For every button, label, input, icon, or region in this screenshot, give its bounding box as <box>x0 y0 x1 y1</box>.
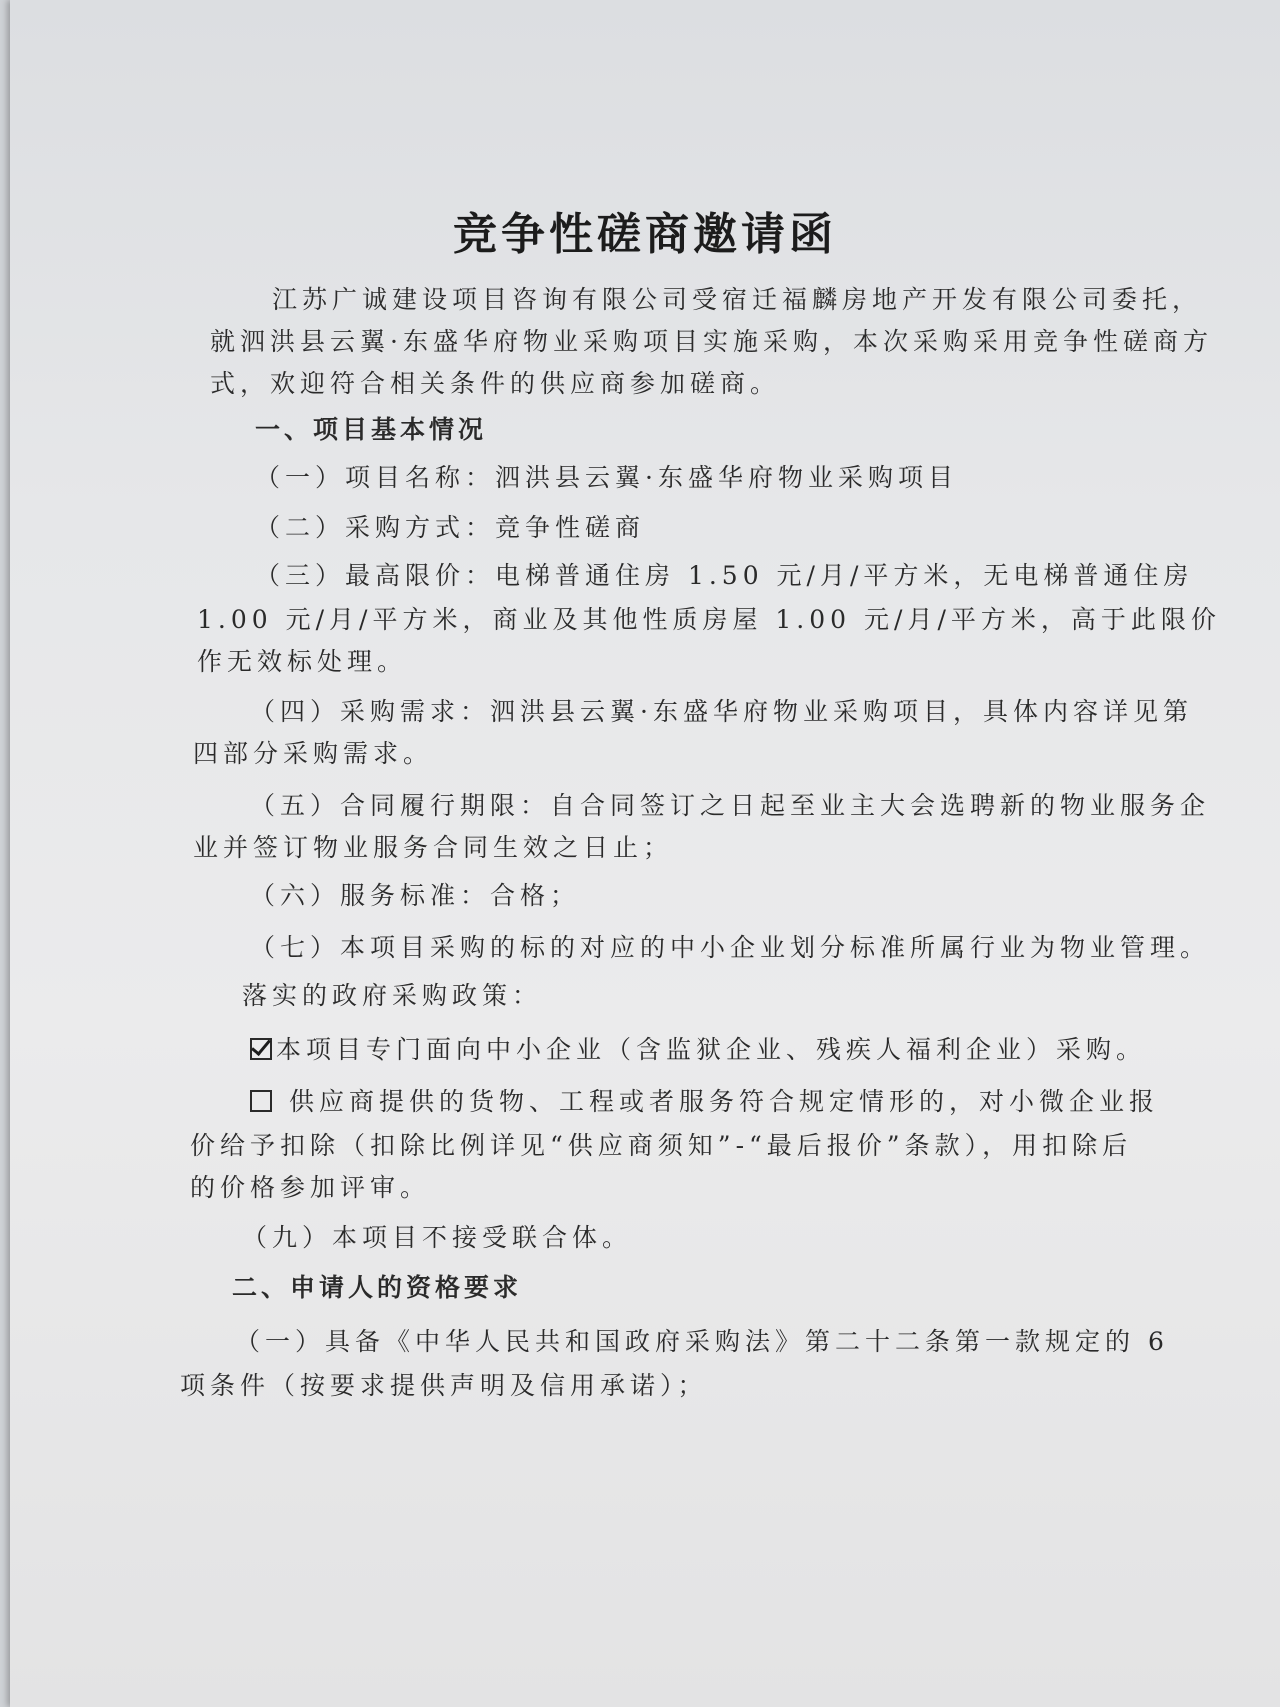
item-3-line-1: （三）最高限价：电梯普通住房 1.50 元/月/平方米，无电梯普通住房 <box>255 561 1194 590</box>
section-2-heading: 二、申请人的资格要求 <box>232 1273 523 1302</box>
section-1-heading: 一、项目基本情况 <box>255 415 488 444</box>
intro-line-2: 就泗洪县云翼·东盛华府物业采购项目实施采购，本次采购采用竞争性磋商方 <box>210 327 1213 356</box>
policy-option-2 <box>250 1082 1159 1118</box>
item-6: （六）服务标准：合格； <box>250 881 581 910</box>
item-5-line-2: 业并签订物业服务合同生效之日止； <box>193 833 674 862</box>
policy-option-2-line-2: 价给予扣除（扣除比例详见“供应商须知”-“最后报价”条款），用扣除后 <box>190 1131 1133 1160</box>
requirement-1-line-2: 项条件（按要求提供声明及信用承诺）； <box>180 1371 708 1400</box>
item-5-line-1: （五）合同履行期限：自合同签订之日起至业主大会选聘新的物业服务企 <box>250 791 1211 820</box>
item-4-line-1: （四）采购需求：泗洪县云翼·东盛华府物业采购项目，具体内容详见第 <box>250 697 1193 726</box>
document-title: 竞争性磋商邀请函 <box>453 209 837 260</box>
empty-checkbox-icon <box>250 1090 272 1112</box>
policy-option-1 <box>250 1030 1146 1066</box>
item-2: （二）采购方式：竞争性磋商 <box>255 513 646 542</box>
document-page <box>10 0 1280 1707</box>
policy-option-2-line-3: 的价格参加评审。 <box>190 1173 431 1202</box>
item-4-line-2: 四部分采购需求。 <box>193 739 434 768</box>
requirement-1-line-1: （一）具备《中华人民共和国政府采购法》第二十二条第一款规定的 6 <box>235 1327 1169 1356</box>
policy-option-2-text: 供应商提供的货物、工程或者服务符合规定情形的，对小微企业报 <box>288 1087 1159 1116</box>
policy-option-1-text: 本项目专门面向中小企业（含监狱企业、残疾人福利企业）采购。 <box>276 1035 1147 1064</box>
item-7: （七）本项目采购的标的对应的中小企业划分标准所属行业为物业管理。 <box>250 933 1211 962</box>
intro-line-1: 江苏广诚建设项目咨询有限公司受宿迁福麟房地产开发有限公司委托， <box>272 285 1203 314</box>
intro-line-3: 式，欢迎符合相关条件的供应商参加磋商。 <box>210 369 781 398</box>
policy-label: 落实的政府采购政策： <box>242 981 543 1010</box>
item-3-line-2: 1.00 元/月/平方米，商业及其他性质房屋 1.00 元/月/平方米，高于此限价 <box>197 605 1221 634</box>
item-9: （九）本项目不接受联合体。 <box>242 1223 633 1252</box>
item-3-line-3: 作无效标处理。 <box>197 647 408 676</box>
item-1: （一）项目名称：泗洪县云翼·东盛华府物业采购项目 <box>255 463 958 492</box>
checked-checkbox-icon <box>250 1038 272 1060</box>
